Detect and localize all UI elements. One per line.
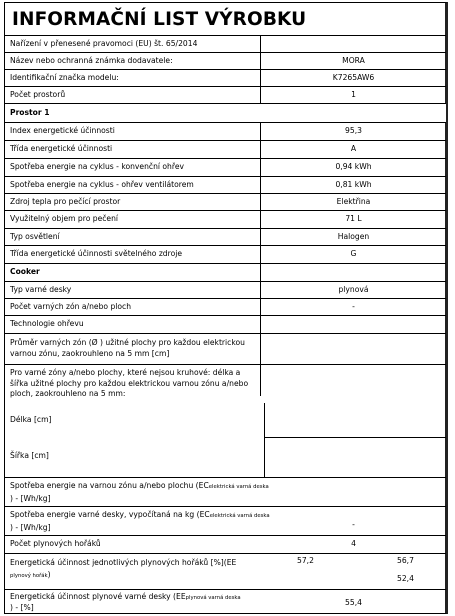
section-cooker xyxy=(5,263,446,281)
cavities-label: Počet prostorů xyxy=(10,90,66,99)
zones-value: - xyxy=(352,302,355,311)
burners-label: Počet plynových hořáků xyxy=(10,539,101,548)
ee-hob-value: 55,4 xyxy=(345,598,362,607)
section-title: Prostor 1 xyxy=(10,108,50,117)
supplier-value: MORA xyxy=(342,56,365,65)
cavities-row xyxy=(5,86,446,103)
ee-hob-sub: plynová varná deska xyxy=(185,595,241,601)
burners-row xyxy=(5,535,446,553)
ec-zone-row xyxy=(5,477,446,506)
hob-value: plynová xyxy=(338,285,369,294)
ee-burner-unit: ) xyxy=(47,570,51,579)
ec-zone-main: Spotřeba energie na varnou zónu a/nebo plochu (EC xyxy=(10,481,209,490)
diameter-label: Průměr varných zón (Ø ) užitné plochy pro každou elektrickou varnou zónu, zaokrouhleno na 5 mm [cm] xyxy=(10,338,245,358)
model-value: K7265AW6 xyxy=(332,73,375,82)
ee-burner-main: Energetická účinnost jednotlivých plynových hořáků [%](EE xyxy=(10,558,237,567)
ee-burner-value-3: 52,4 xyxy=(397,574,414,583)
fan-row xyxy=(5,176,446,193)
ec-hob-label xyxy=(10,510,270,522)
supplier-row xyxy=(5,52,446,69)
class-row xyxy=(5,140,446,158)
eei-row xyxy=(5,122,446,140)
eei-label: Index energetické účinnosti xyxy=(10,126,115,135)
dims-hline xyxy=(264,437,446,438)
volume-value: 71 L xyxy=(345,214,362,223)
lightclass-value: G xyxy=(350,249,357,258)
light-row xyxy=(5,228,446,245)
ec-hob-value: - xyxy=(352,520,355,529)
ec-hob-unit: ) - [Wh/kg] xyxy=(10,523,51,532)
section-cavity-1 xyxy=(5,103,446,122)
fan-label: Spotřeba energie na cyklus - ohřev ventilátorem xyxy=(10,180,194,189)
ee-burner-value-2: 56,7 xyxy=(397,556,414,565)
hob-label: Typ varné desky xyxy=(10,285,72,294)
ee-hob-unit: ) - [%] xyxy=(10,603,34,612)
ec-zone-sub: elektrická varná deska xyxy=(208,484,269,490)
ee-burner-sub-wrap xyxy=(10,570,51,582)
noncircular-row xyxy=(5,364,446,477)
ee-hob-unit-wrap xyxy=(10,603,34,614)
ec-zone-label xyxy=(10,481,269,493)
ee-burner-value-1: 57,2 xyxy=(297,556,314,565)
volume-row xyxy=(5,210,446,228)
ee-hob-label xyxy=(10,592,241,604)
noncircular-label: Pro varné zóny a/nebo plochy, které nejsou kruhové: délka a šířka užitné plochy pro každou elektrickou varnou zónu a/nebo ploch, zaokrouhleno na 5 mm: xyxy=(10,368,249,398)
light-label: Typ osvětlení xyxy=(10,232,60,241)
ec-hob-main: Spotřeba energie varné desky, vypočítaná na kg (EC xyxy=(10,510,210,519)
supplier-label: Název nebo ochranná známka dodavatele: xyxy=(10,56,173,65)
conv-row xyxy=(5,158,446,176)
class-label: Třída energetické účinnosti xyxy=(10,144,113,153)
ee-burner-label xyxy=(10,558,236,569)
eei-value: 95,3 xyxy=(345,126,362,135)
cavities-value: 1 xyxy=(351,90,356,99)
model-row xyxy=(5,69,446,86)
heat-row xyxy=(5,193,446,210)
ee-hob-main: Energetická účinnost plynové varné desky (EE xyxy=(10,592,186,601)
ee-burner-row xyxy=(5,553,446,589)
diameter-row xyxy=(5,333,446,364)
tech-label: Technologie ohřevu xyxy=(10,319,84,328)
class-value: A xyxy=(350,144,357,153)
zones-row xyxy=(5,298,446,315)
ee-burner-sub: plynový hořák xyxy=(10,573,48,579)
conv-value: 0,94 kWh xyxy=(335,162,372,171)
light-value: Halogen xyxy=(337,232,370,241)
conv-label: Spotřeba energie na cyklus - konvenční ohřev xyxy=(10,162,184,171)
section-title: Cooker xyxy=(10,267,40,276)
lightclass-row xyxy=(5,245,446,263)
ec-hob-unit-wrap xyxy=(10,523,51,534)
fan-value: 0,81 kWh xyxy=(335,180,372,189)
ee-hob-row xyxy=(5,589,446,614)
ec-hob-row xyxy=(5,506,446,535)
length-label: Délka [cm] xyxy=(10,415,52,424)
burners-value: 4 xyxy=(351,539,356,548)
regulation-row xyxy=(5,35,446,52)
heat-label: Zdroj tepla pro pečící prostor xyxy=(10,197,121,206)
zones-label: Počet varných zón a/nebo ploch xyxy=(10,302,132,311)
ec-zone-unit: ) - [Wh/kg] xyxy=(10,494,51,503)
ec-zone-unit-wrap xyxy=(10,494,51,505)
ec-hob-sub: elektrická varná deska xyxy=(209,513,270,519)
dims-divider xyxy=(264,403,265,477)
model-label: Identifikační značka modelu: xyxy=(10,73,119,82)
volume-label: Využitelný objem pro pečení xyxy=(10,214,119,223)
product-info-sheet xyxy=(4,2,448,614)
tech-row xyxy=(5,315,446,333)
lightclass-label: Třída energetické účinnosti světelného zdroje xyxy=(10,249,183,258)
regulation-text: Nařízení v přenesené pravomoci (EU) št. 65/2014 xyxy=(10,39,198,48)
hob-row xyxy=(5,281,446,298)
page-title: INFORMAČNÍ LIST VÝROBKU xyxy=(12,9,307,30)
heat-value: Elektřina xyxy=(336,197,371,206)
width-label: Šířka [cm] xyxy=(10,451,49,460)
